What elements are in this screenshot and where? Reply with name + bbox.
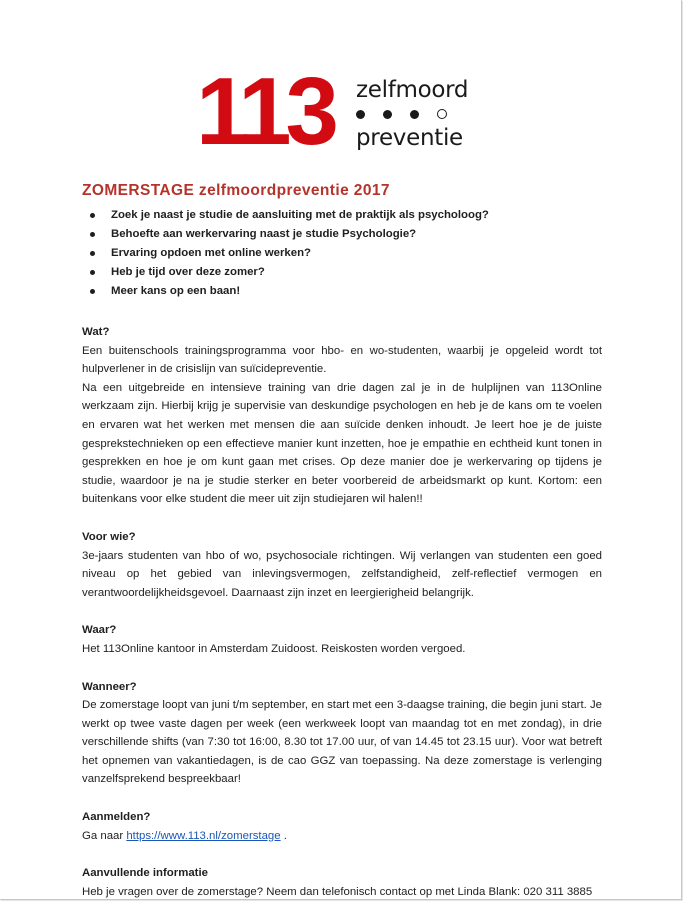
logo <box>196 58 496 165</box>
logo-dots <box>356 102 496 126</box>
document-title: ZOMERSTAGE zelfmoordpreventie 2017 <box>82 182 390 199</box>
logo-word-bottom: preventie <box>356 125 463 151</box>
bullet-text: Ervaring opdoen met online werken? <box>111 247 312 259</box>
bullet-item <box>82 206 602 225</box>
bullet-text: Behoefte aan werkervaring naast je studie Psychologie? <box>111 228 417 240</box>
section-paragraph: Het 113Online kantoor in Amsterdam Zuidoost. Reiskosten worden vergoed. <box>82 642 466 655</box>
section-aanmelden <box>82 808 602 845</box>
section-paragraph: 3e-jaars studenten van hbo of wo, psychosociale richtingen. Wij verlangen van studenten een goed niveau op het gebied van inlevingsvermogen, zelfstandigheid, zelf-reflectief vermogen en verantwoordelijkheidsgevoel. Daarnaast zijn inzet en leergierigheid belangrijk. <box>82 549 602 599</box>
section-heading: Aanvullende informatie <box>82 867 208 880</box>
link-prefix: Ga naar <box>82 829 127 842</box>
bullet-icon <box>90 232 95 237</box>
bullet-icon <box>90 251 95 256</box>
section-heading: Wanneer? <box>82 680 137 693</box>
zomerstage-link[interactable]: https://www.113.nl/zomerstage <box>126 829 281 842</box>
logo-dot-hollow <box>437 109 447 119</box>
section-heading: Aanmelden? <box>82 811 151 824</box>
logo-dot <box>356 110 365 119</box>
section-voor-wie <box>82 528 602 602</box>
section-waar <box>82 621 602 658</box>
section-paragraph: Een buitenschools trainingsprogramma voor hbo- en wo-studenten, waarbij je opgeleid wordt tot hulpverlener in de crisislijn van suïcidepreventie. <box>82 344 602 376</box>
section-paragraph <box>82 827 602 846</box>
section-heading: Wat? <box>82 326 110 338</box>
bullet-item <box>82 225 602 244</box>
document-body <box>82 182 602 901</box>
logo-dot <box>383 110 392 119</box>
section-paragraph: Heb je vragen over de zomerstage? Neem dan telefonisch contact op met Linda Blank: 020 311 3885 <box>82 885 593 898</box>
section-wat <box>82 323 602 509</box>
logo-dot <box>410 110 419 119</box>
logo-word-top: zelfmoord <box>356 77 469 103</box>
section-heading: Voor wie? <box>82 530 136 543</box>
bullet-icon <box>90 270 95 275</box>
section-paragraph: De zomerstage loopt van juni t/m september, en start met een 3-daagse training, die begin juni start. Je werkt op twee vaste dagen per week (een werkweek loopt van maandag tot en met zondag), in drie verschillende shifts (van 7:30 tot 16:00, 8.30 tot 17.00 uur, of van 14.45 tot 23.15 uur). Voor wat betreft het opnemen van vakantiedagen, is de cao GGZ van toepassing. Na deze zomerstage is verlenging vanzelfsprekend bespreekbaar! <box>82 699 602 786</box>
section-info <box>82 864 602 901</box>
logo-number: 113 <box>196 58 333 165</box>
bullet-list <box>82 206 602 301</box>
bullet-icon <box>90 289 95 294</box>
section-paragraph: Na een uitgebreide en intensieve training van drie dagen zal je in de hulplijnen van 113Online werkzaam zijn. Hierbij krijg je supervisie van deskundige psychologen en heb je de kans om te voelen en ervaren wat het werken met mensen die aan suïcide denken inhoudt. Je leert hoe je de juiste gesprekstechnieken op een effectieve manier kunt inzetten, hoe je empathie en echtheid kunt tonen in gesprekken en hoe je om kunt gaan met crises. Op deze manier doe je werkervaring op tijdens je studie, waardoor je na je studie sterker en beter voorbereid de arbeidsmarkt op kunt. Kortom: een buitenkans voor elke student die meer uit zijn studiejaren wil halen!! <box>82 381 602 506</box>
bullet-icon <box>90 213 95 218</box>
bullet-item <box>82 263 602 282</box>
logo-words <box>356 78 496 150</box>
bullet-text: Heb je tijd over deze zomer? <box>111 266 265 278</box>
link-suffix: . <box>280 829 287 842</box>
bullet-item <box>82 282 602 301</box>
section-wanneer <box>82 678 602 790</box>
bullet-item <box>82 244 602 263</box>
bullet-text: Zoek je naast je studie de aansluiting met de praktijk als psycholoog? <box>111 209 489 221</box>
bullet-text: Meer kans op een baan! <box>111 285 241 297</box>
section-heading: Waar? <box>82 624 117 637</box>
